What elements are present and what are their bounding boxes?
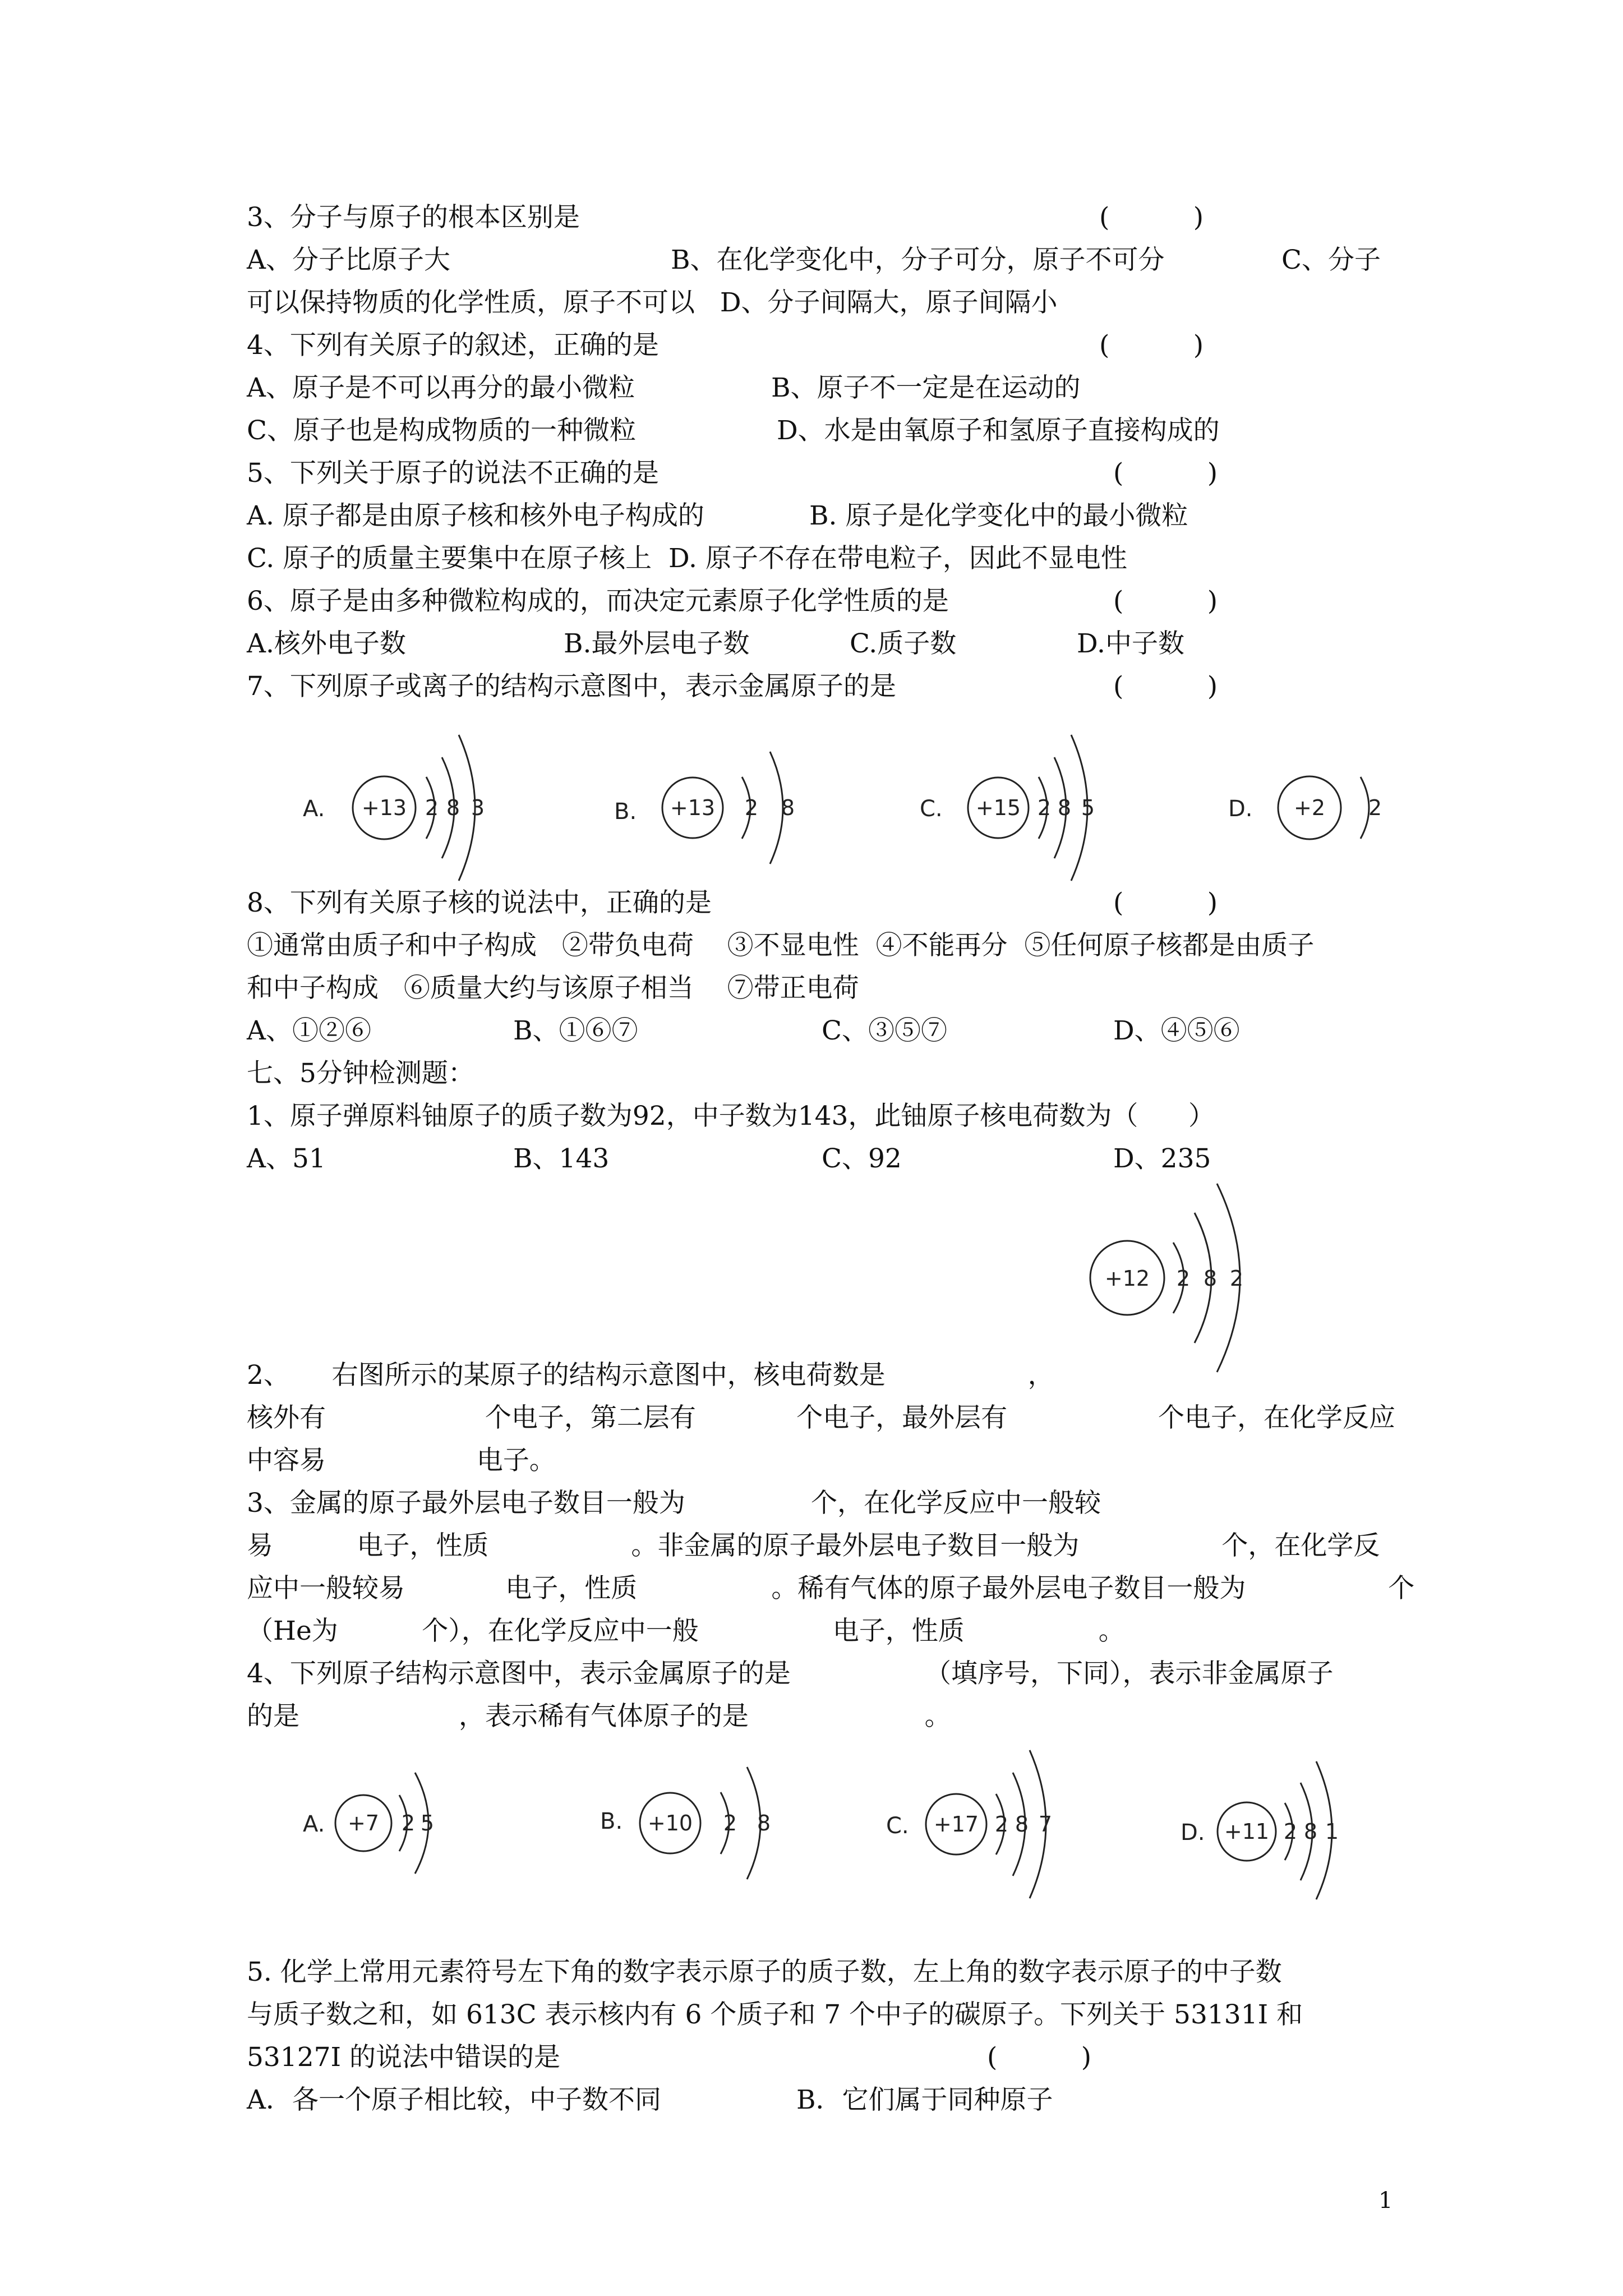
q7-diagram-c-label: C. xyxy=(920,796,943,822)
q7-diagram-c-shell-1: 2 xyxy=(1037,795,1052,820)
q7-diagram-d-charge: +2 xyxy=(1293,795,1326,820)
q7-diagram-a-shell-1: 2 xyxy=(425,795,439,820)
q3-option-b: B、在化学变化中，分子可分，原子不可分 xyxy=(671,245,1165,275)
t4-diagram-c-label: C. xyxy=(886,1813,909,1839)
t1-option-b: B、143 xyxy=(513,1143,610,1174)
t5-line2: 与质子数之和，如 613C 表示核内有 6 个质子和 7 个中子的碳原子。下列关于 53131I 和 xyxy=(247,1999,1303,2030)
t1-option-a: A、51 xyxy=(247,1143,326,1174)
t4-diagram-d-label: D. xyxy=(1181,1820,1205,1846)
q7-diagram-d xyxy=(1228,729,1396,886)
q7-diagram-c xyxy=(920,729,1122,886)
q8-option-d: D、④⑤⑥ xyxy=(1113,1015,1240,1046)
t5-option-b: B．它们属于同种原子 xyxy=(796,2085,1053,2115)
t4-diagram-b-charge: +10 xyxy=(647,1811,693,1835)
q7-diagram-b-charge: +13 xyxy=(670,795,716,820)
q4-answer-blank: ( ) xyxy=(1099,330,1204,361)
t4-diagram-c xyxy=(886,1745,1071,1902)
q7-diagram-a-shell-3: 3 xyxy=(471,795,485,820)
q7-diagram-a-label: A. xyxy=(303,796,325,822)
t5-line3: 53127I 的说法中错误的是 xyxy=(247,2042,561,2073)
t4-diagram-c-shell-3: 7 xyxy=(1038,1812,1053,1837)
q8-option-b: B、①⑥⑦ xyxy=(513,1015,638,1046)
t5-line1: 5. 化学上常用元素符号左下角的数字表示原子的质子数，左上角的数字表示原子的中子数 xyxy=(247,1957,1282,1987)
t4-diagram-d-shell-3: 1 xyxy=(1325,1819,1339,1844)
t4-diagram-c-shell-1: 2 xyxy=(994,1812,1009,1837)
section-title: 七、5分钟检测题： xyxy=(247,1058,474,1089)
t2-diagram xyxy=(1082,1178,1307,1374)
q8-statements-line2: 和中子构成 ⑥质量大约与该原子相当 ⑦带正电荷 xyxy=(247,973,859,1004)
t4-diagram-d-shell-1: 2 xyxy=(1283,1819,1298,1844)
q4-option-d: D、水是由氧原子和氢原子直接构成的 xyxy=(777,415,1220,446)
q7-diagram-c-shell-3: 5 xyxy=(1081,795,1095,820)
q7-answer-blank: ( ) xyxy=(1113,671,1218,702)
q8-statements-line1: ①通常由质子和中子构成 ②带负电荷 ③不显电性 ④不能再分 ⑤任何原子核都是由质子 xyxy=(247,930,1315,961)
q7-diagram-b-label: B. xyxy=(614,799,637,825)
t4-diagram-b-label: B. xyxy=(600,1809,623,1834)
t2-diagram-charge: +12 xyxy=(1104,1266,1150,1291)
t3-line4: （He为 个），在化学反应中一般 电子，性质 。 xyxy=(247,1616,1125,1646)
t2-diagram-shell-1: 2 xyxy=(1176,1266,1191,1291)
t4-diagram-a-shell-2: 5 xyxy=(420,1811,435,1835)
page-number: 1 xyxy=(1378,2188,1393,2214)
t2-line3: 中容易 电子。 xyxy=(247,1445,556,1476)
q7-diagram-d-shell-1: 2 xyxy=(1368,795,1382,820)
q7-diagram-d-label: D. xyxy=(1228,796,1253,822)
t1-stem: 1、原子弹原料铀原子的质子数为92，中子数为143，此铀原子核电荷数为（ ） xyxy=(247,1101,1215,1131)
t2-line2: 核外有 个电子，第二层有 个电子，最外层有 个电子，在化学反应 xyxy=(247,1402,1396,1433)
q5-option-a: A. 原子都是由原子核和核外电子构成的 xyxy=(247,500,704,531)
q4-option-b: B、原子不一定是在运动的 xyxy=(771,372,1081,403)
t4-diagram-d xyxy=(1181,1756,1366,1902)
t4-diagram-a xyxy=(303,1750,471,1896)
q7-diagram-a-charge: +13 xyxy=(361,795,407,820)
q5-option-b: B. 原子是化学变化中的最小微粒 xyxy=(809,500,1188,531)
t4-diagram-b-shell-2: 8 xyxy=(757,1811,771,1835)
t3-line3: 应中一般较易 电子，性质 。稀有气体的原子最外层电子数目一般为 个 xyxy=(247,1573,1415,1604)
q5-line2: C. 原子的质量主要集中在原子核上 D. 原子不存在带电粒子，因此不显电性 xyxy=(247,543,1127,574)
t3-line2: 易 电子，性质 。非金属的原子最外层电子数目一般为 个，在化学反 xyxy=(247,1530,1380,1561)
q4-option-c: C、原子也是构成物质的一种微粒 xyxy=(247,415,636,446)
q8-option-a: A、①②⑥ xyxy=(247,1015,371,1046)
t4-diagram-a-label: A. xyxy=(303,1811,325,1837)
q5-stem: 5、下列关于原子的说法不正确的是 xyxy=(247,458,659,489)
t4-diagram-a-charge: +7 xyxy=(347,1811,380,1835)
t4-diagram-b xyxy=(600,1750,785,1896)
q8-stem: 8、下列有关原子核的说法中，正确的是 xyxy=(247,887,712,918)
q7-stem: 7、下列原子或离子的结构示意图中，表示金属原子的是 xyxy=(247,671,896,702)
t5-answer-blank: ( ) xyxy=(987,2042,1092,2073)
t4-diagram-c-shell-2: 8 xyxy=(1015,1812,1029,1837)
q3-answer-blank: ( ) xyxy=(1099,202,1204,233)
q7-diagram-a-shell-2: 8 xyxy=(446,795,460,820)
q6-option-d: D.中子数 xyxy=(1077,628,1184,659)
q7-diagram-b-shell-1: 2 xyxy=(744,795,759,820)
q6-option-b: B.最外层电子数 xyxy=(564,628,750,659)
t2-diagram-shell-3: 2 xyxy=(1229,1266,1244,1291)
q6-option-c: C.质子数 xyxy=(850,628,957,659)
q6-stem: 6、原子是由多种微粒构成的，而决定元素原子化学性质的是 xyxy=(247,586,949,616)
q3-stem: 3、分子与原子的根本区别是 xyxy=(247,202,580,233)
t4-diagram-d-shell-2: 8 xyxy=(1303,1819,1318,1844)
q4-stem: 4、下列有关原子的叙述，正确的是 xyxy=(247,330,659,361)
t4-diagram-d-charge: +11 xyxy=(1224,1819,1270,1844)
q4-option-a: A、原子是不可以再分的最小微粒 xyxy=(247,372,635,403)
q8-option-c: C、③⑤⑦ xyxy=(822,1015,947,1046)
q7-diagram-a xyxy=(303,729,505,886)
q7-diagram-c-shell-2: 8 xyxy=(1057,795,1072,820)
q3-line2: 可以保持物质的化学性质，原子不可以 D、分子间隔大，原子间隔小 xyxy=(247,287,1058,318)
q6-answer-blank: ( ) xyxy=(1113,586,1218,616)
q3-option-a: A、分子比原子大 xyxy=(247,245,450,275)
t4-diagram-a-shell-1: 2 xyxy=(401,1811,416,1835)
q3-option-c: C、分子 xyxy=(1281,245,1381,275)
q7-diagram-c-charge: +15 xyxy=(975,795,1021,820)
q7-diagram-b-shell-2: 8 xyxy=(781,795,795,820)
t4-diagram-c-charge: +17 xyxy=(933,1812,979,1837)
q5-answer-blank: ( ) xyxy=(1113,458,1218,489)
q7-diagram-b xyxy=(614,729,816,886)
q6-option-a: A.核外电子数 xyxy=(247,628,406,659)
t2-line1: 2、 右图所示的某原子的结构示意图中，核电荷数是 ， xyxy=(247,1360,1054,1391)
t1-option-d: D、235 xyxy=(1113,1143,1211,1174)
t4-line2: 的是 ，表示稀有气体原子的是 。 xyxy=(247,1701,951,1732)
t4-line1: 4、下列原子结构示意图中，表示金属原子的是 （填序号，下同），表示非金属原子 xyxy=(247,1658,1334,1689)
t3-line1: 3、金属的原子最外层电子数目一般为 个，在化学反应中一般较 xyxy=(247,1488,1101,1519)
t1-option-c: C、92 xyxy=(822,1143,902,1174)
t4-diagram-b-shell-1: 2 xyxy=(723,1811,737,1835)
t2-diagram-shell-2: 8 xyxy=(1203,1266,1218,1291)
q8-answer-blank: ( ) xyxy=(1113,887,1218,918)
t5-option-a: A．各一个原子相比较，中子数不同 xyxy=(247,2085,661,2115)
